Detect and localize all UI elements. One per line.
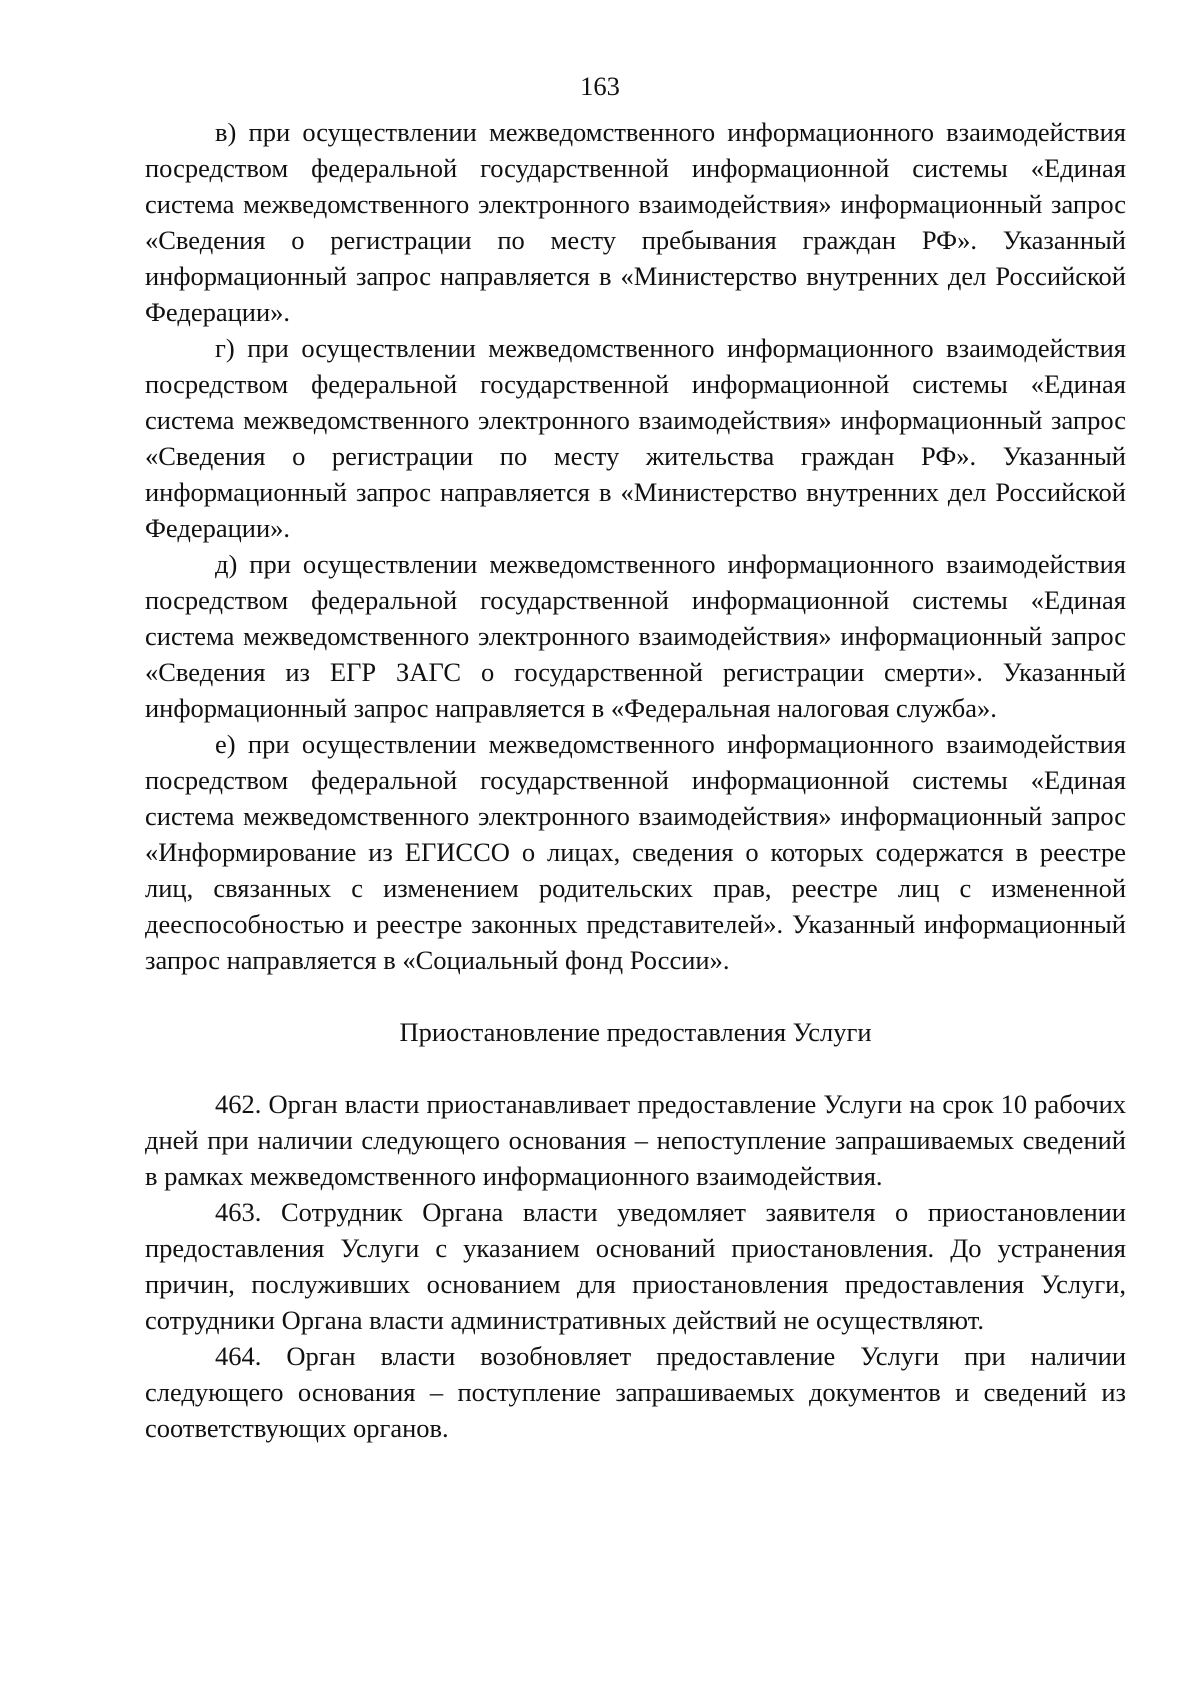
- list-item-e: е) при осуществлении межведомственного информационного взаимодействия посредством федеральной государственной информационной системы «Единая система межведомственного электронного взаимодействия» информационный запрос «Информирование из ЕГИССО о лицах, сведения о которых содержатся в реестре лиц, связанных с изменением родительских прав, реестре лиц с измененной дееспособностью и реестре законных представителей». Указанный информационный запрос направляется в «Социальный фонд России».: [145, 729, 1126, 975]
- page-body: [145, 114, 1126, 1446]
- page-number: 163: [580, 71, 620, 101]
- clause-463: 463. Сотрудник Органа власти уведомляет заявителя о приостановлении предоставления Услуги с указанием оснований приостановления. До устранения причин, послуживших основанием для приостановления предоставления Услуги, сотрудники Органа власти административных действий не осуществляют.: [145, 1197, 1126, 1335]
- list-item-d: д) при осуществлении межведомственного информационного взаимодействия посредством федеральной государственной информационной системы «Единая система межведомственного электронного взаимодействия» информационный запрос «Сведения из ЕГР ЗАГС о государственной регистрации смерти». Указанный информационный запрос направляется в «Федеральная налоговая служба».: [145, 549, 1126, 723]
- section-heading: Приостановление предоставления Услуги: [399, 1017, 872, 1047]
- clause-464: 464. Орган власти возобновляет предоставление Услуги при наличии следующего основания – поступление запрашиваемых документов и сведений из соответствующих органов.: [145, 1341, 1126, 1443]
- clause-462: 462. Орган власти приостанавливает предоставление Услуги на срок 10 рабочих дней при наличии следующего основания – непоступление запрашиваемых сведений в рамках межведомственного информационного взаимодействия.: [145, 1089, 1126, 1191]
- list-item-g: г) при осуществлении межведомственного информационного взаимодействия посредством федеральной государственной информационной системы «Единая система межведомственного электронного взаимодействия» информационный запрос «Сведения о регистрации по месту жительства граждан РФ». Указанный информационный запрос направляется в «Министерство внутренних дел Российской Федерации».: [145, 333, 1126, 543]
- list-item-v: в) при осуществлении межведомственного информационного взаимодействия посредством федеральной государственной информационной системы «Единая система межведомственного электронного взаимодействия» информационный запрос «Сведения о регистрации по месту пребывания граждан РФ». Указанный информационный запрос направляется в «Министерство внутренних дел Российской Федерации».: [145, 117, 1126, 327]
